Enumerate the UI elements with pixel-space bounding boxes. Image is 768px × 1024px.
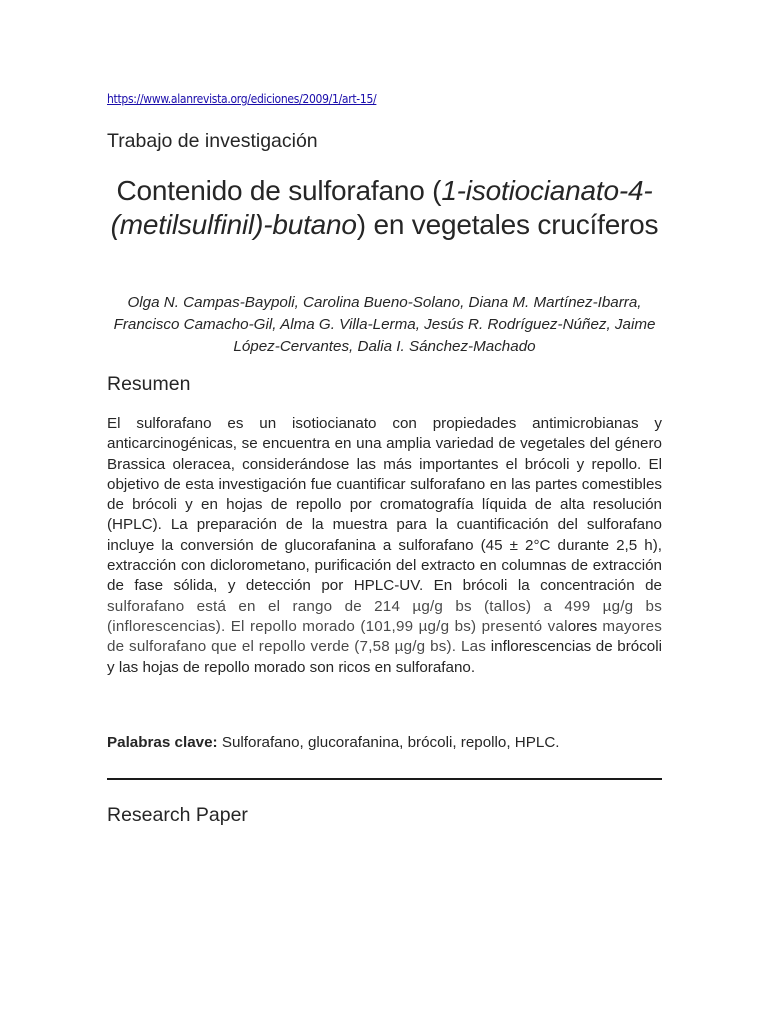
abstract-part-4: mayores de sulforafano que el repollo verde (7,58 µg/g bs). Las xyxy=(107,617,663,656)
author-list: Olga N. Campas-Baypoli, Carolina Bueno-Solano, Diana M. Martínez-Ibarra, Francisco Camacho-Gil, Alma G. Villa-Lerma, Jesús R. Rodríguez-Núñez, Jaime López-Cervantes, Dalia I. Sánchez-Machado xyxy=(113,294,656,355)
keywords-text: Sulforafano, glucorafanina, brócoli, repollo, HPLC. xyxy=(217,734,560,751)
paper-title xyxy=(107,174,662,242)
keywords-label: Palabras clave: xyxy=(107,734,218,751)
abstract-part-3: ores xyxy=(567,617,603,635)
abstract-text xyxy=(107,414,662,678)
abstract-part-1: El sulforafano es un isotiocianato con propiedades antimicrobianas y anticarcinogénicas, se encuentra en una amplia variedad de vegetales del género Brassica oleracea, considerándose las más importantes el brócoli y repollo. El objetivo de esta investigación fue cuantificar sulforafano en las partes comestibles de brócoli y en hojas de repollo por cromatografía líquida de alta resolución (HPLC). La preparación de la muestra para la cuantificación del sulforafano incluye la conversión de glucorafanina a sulforafano (45 ± 2°C durante 2,5 h), extracción con diclorometano, purificación del extracto en columnas de extracción de fase sólida, y detección por HPLC-UV. En brócoli la concentración de xyxy=(107,415,662,595)
abstract-part-5: inflorescencias de brócoli y las hojas de repollo morado son ricos en sulforafano. xyxy=(107,638,662,676)
title-pre: Contenido de sulforafano ( xyxy=(116,175,442,206)
title-italic: 1-isotiocianato-4-(metilsulfinil)-butano xyxy=(110,175,653,240)
article-type-label: Trabajo de investigación xyxy=(107,130,318,152)
keywords-line xyxy=(107,733,662,753)
abstract-part-2: sulforafano está en el rango de 214 µg/g bs (tallos) a 499 µg/g bs (inflorescencias). El repollo morado (101,99 µg/g bs) presentó val xyxy=(107,597,662,635)
resumen-heading: Resumen xyxy=(107,373,191,395)
source-url-link[interactable]: https://www.alanrevista.org/ediciones/2009/1/art-15/ xyxy=(107,92,377,106)
research-paper-heading: Research Paper xyxy=(107,804,248,826)
title-post: ) en vegetales crucíferos xyxy=(356,209,659,240)
section-divider xyxy=(107,778,662,780)
